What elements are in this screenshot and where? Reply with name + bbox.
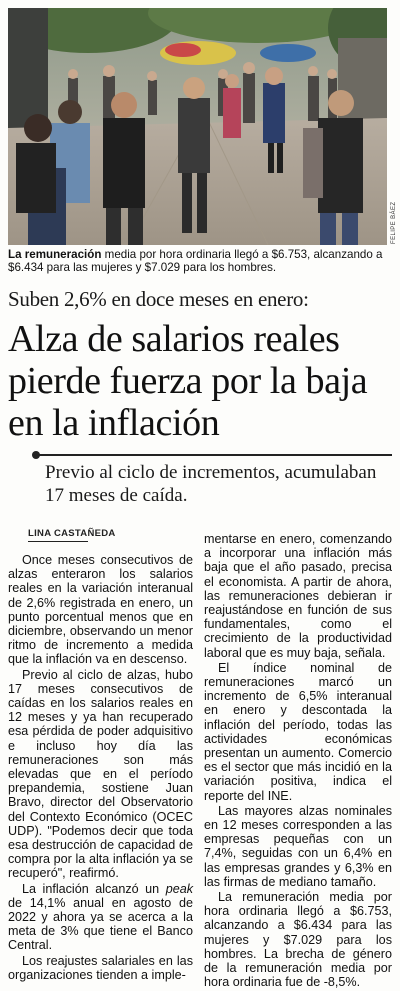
caption-lead: La remuneración <box>8 248 102 261</box>
body-paragraph: mentarse en enero, comenzando a incorporar una inflación más baja que el año pasado, precisa el economista. A partir de ahora, las remuneraciones debieran ir reajustándose en función de sus fundamentales, como el crecimiento de la productividad laboral que es muy baja, señala. <box>204 532 392 660</box>
body-text: de 14,1% anual en agosto de 2022 y ahora ya se acerca a la meta de 3% que tiene el Banco Central. <box>8 895 193 953</box>
body-paragraph: Los reajustes salariales en las organizaciones tienden a imple- <box>8 953 193 982</box>
kicker: Suben 2,6% en doce meses en enero: <box>8 287 309 311</box>
deck: Previo al ciclo de incrementos, acumulaban 17 meses de caída. <box>45 462 377 506</box>
byline: LINA CASTAÑEDA <box>28 528 116 539</box>
body-paragraph: Previo al ciclo de alzas, hubo 17 meses consecutivos de caídas en los salarios reales en 12 meses y ya han recuperado esa pérdida de poder adquisitivo e incluso hoy día las remuneraciones son más elevadas que en el período prepandemia, sostiene Juan Bravo, director del Observatorio del Contexto Económico (OCEC UDP). "Podemos decir que toda esa destrucción de capacidad de compra por la alta inflación ya se recuperó", reafirmó. <box>8 667 193 881</box>
body-paragraph: Las mayores alzas nominales en 12 meses corresponden a las empresas pequeñas con un 7,4%, seguidas con un 6,4% en las empresas grandes y 6,3% en las firmas de mediano tamaño. <box>204 803 392 889</box>
photo-credit-text: FELIPE BÁEZ <box>391 201 397 244</box>
photo-caption <box>8 248 392 274</box>
body-paragraph: Once meses consecutivos de alzas enteraron los salarios reales en la variación interanual de 2,6% registrada en enero, un punto porcentual menos que en diciembre, observando un menor ritmo de incremento a medida que la inflación va en descenso. <box>8 553 193 667</box>
photo-credit <box>389 202 399 246</box>
body-paragraph <box>8 882 193 953</box>
body-paragraph: El índice nominal de remuneraciones marcó un incremento de 6,5% interanual en enero y descontada la inflación del período, todas las actividades económicas presentan un aumento. Comercio es el sector que más incidió en la variación positiva, indica el reporte del INE. <box>204 660 392 803</box>
body-text: La inflación alcanzó un <box>22 881 166 896</box>
caption-text: media por hora ordinaria llegó a $6.753, alcanzando a $6.434 para las mujeres y $7.029 para los hombres. <box>8 248 383 275</box>
deck-bullet-icon <box>32 451 40 459</box>
byline-rule <box>28 541 88 542</box>
deck-rule <box>33 454 392 456</box>
pedestrian-street-photo-icon <box>8 8 387 245</box>
body-column-1 <box>8 553 193 983</box>
headline: Alza de salarios reales pierde fuerza por la baja en la inflación <box>8 318 368 444</box>
body-italic: peak <box>165 881 193 896</box>
body-column-2 <box>204 532 392 991</box>
news-photo <box>8 8 387 245</box>
body-paragraph: La remuneración media por hora ordinaria llegó a $6.753, alcanzando a $6.434 para las mujeres y $7.029 para los hombres. La brecha de género de la remuneración media por hora ordinaria fue de -8,5%. <box>204 890 392 990</box>
